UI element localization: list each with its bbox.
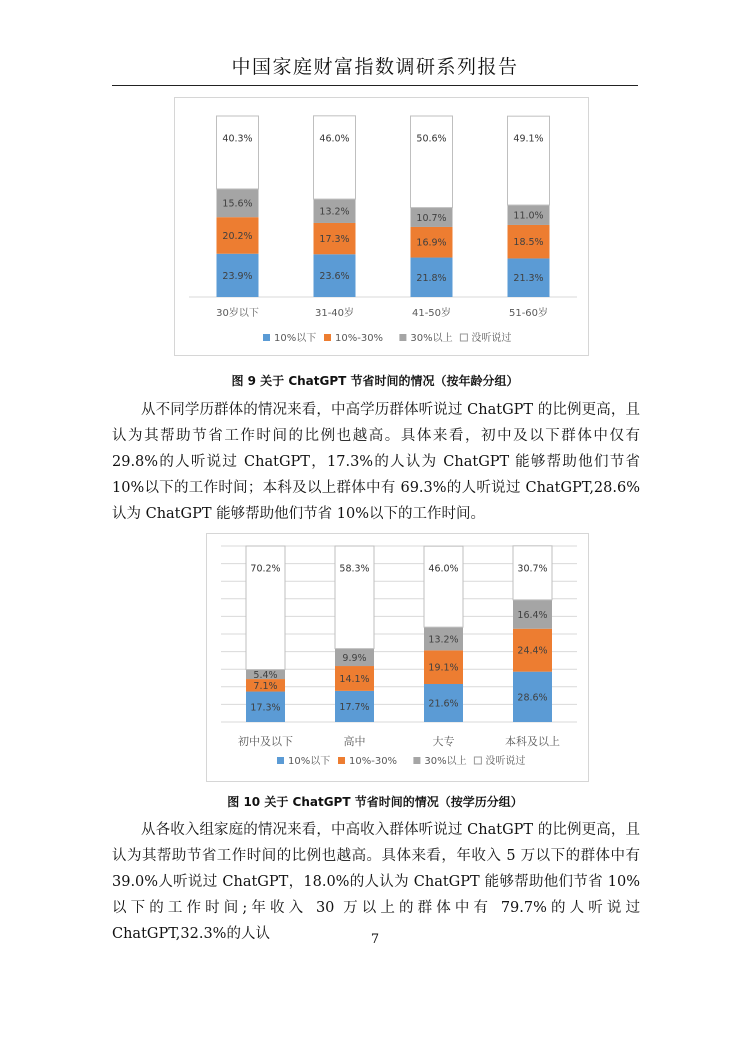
bar-segment-4 <box>314 116 356 199</box>
paragraph-income <box>112 817 640 947</box>
bar-segment-4 <box>424 546 463 627</box>
data-label: 46.0% <box>319 133 350 145</box>
data-label: 70.2% <box>250 563 281 575</box>
category-label: 41-50岁 <box>411 308 452 319</box>
category-label: 高中 <box>343 735 366 748</box>
data-label: 21.8% <box>416 272 447 284</box>
legend-label: 10%-30% <box>349 756 398 767</box>
bar-segment-4 <box>335 546 374 649</box>
data-label: 10.7% <box>416 212 447 224</box>
data-label: 17.3% <box>250 702 281 714</box>
data-label: 16.4% <box>517 609 548 621</box>
bar-segment-4 <box>508 116 550 205</box>
data-label: 18.5% <box>513 237 544 249</box>
legend-label: 10%以下 <box>288 756 331 767</box>
data-label: 50.6% <box>416 133 447 145</box>
data-label: 5.4% <box>253 669 278 681</box>
data-label: 40.3% <box>222 133 253 145</box>
page-number: 7 <box>370 932 380 947</box>
legend-swatch-3 <box>413 757 420 764</box>
bar-segment-4 <box>411 116 453 208</box>
data-label: 20.2% <box>222 230 253 242</box>
category-label: 初中及以下 <box>238 735 293 748</box>
legend-label: 10%-30% <box>335 333 384 344</box>
data-label: 23.9% <box>222 270 253 282</box>
category-label: 51-60岁 <box>508 308 549 319</box>
category-label: 本科及以上 <box>505 735 560 748</box>
paragraph-education <box>112 397 640 527</box>
category-label: 31-40岁 <box>314 308 355 319</box>
legend-swatch-3 <box>399 334 406 341</box>
data-label: 58.3% <box>339 563 370 575</box>
paragraph-education-text: 从不同学历群体的情况来看，中高学历群体听说过 ChatGPT 的比例更高，且认为其帮助节省工作时间的比例也越高。具体来看，初中及以下群体中仅有 29.8%的人听说过 ChatGPT，17.3%的人认为 ChatGPT 能够帮助他们节省 10%以下的工作时间；本科及以上群体中有 69.3%的人听说过 ChatGPT,28.6%认为 ChatGPT 能够帮助他们节省 10%以下的工作时间。 <box>112 402 640 522</box>
data-label: 28.6% <box>517 692 548 704</box>
figure-10-svg <box>207 534 588 781</box>
data-label: 7.1% <box>253 680 278 692</box>
legend-swatch-2 <box>338 757 345 764</box>
bar-segment-4 <box>217 116 259 189</box>
data-label: 49.1% <box>513 133 544 145</box>
legend-label: 30%以上 <box>410 333 453 344</box>
figure-9-svg <box>175 98 588 355</box>
figure-10-caption: 图 10 关于 ChatGPT 节省时间的情况（按学历分组） <box>227 795 523 809</box>
data-label: 46.0% <box>428 563 459 575</box>
legend-swatch-1 <box>277 757 284 764</box>
header-rule <box>112 85 638 86</box>
category-label: 大专 <box>432 735 455 748</box>
data-label: 15.6% <box>222 198 253 210</box>
data-label: 13.2% <box>428 634 459 646</box>
data-label: 16.9% <box>416 237 447 249</box>
data-label: 11.0% <box>513 210 544 222</box>
data-label: 9.9% <box>342 652 367 664</box>
figure-10-chart <box>206 533 589 782</box>
data-label: 21.3% <box>513 273 544 285</box>
data-label: 21.6% <box>428 698 459 710</box>
legend-swatch-1 <box>263 334 270 341</box>
figure-9-caption: 图 9 关于 ChatGPT 节省时间的情况（按年龄分组） <box>231 374 519 388</box>
legend-swatch-2 <box>324 334 331 341</box>
data-label: 17.7% <box>339 701 370 713</box>
legend-label: 没听说过 <box>485 756 526 767</box>
report-header-title: 中国家庭财富指数调研系列报告 <box>231 56 519 78</box>
data-label: 14.1% <box>339 673 370 685</box>
data-label: 17.3% <box>319 234 350 246</box>
data-label: 13.2% <box>319 206 350 218</box>
data-label: 23.6% <box>319 271 350 283</box>
data-label: 30.7% <box>517 563 548 575</box>
figure-9-chart <box>174 97 589 356</box>
legend-label: 30%以上 <box>424 756 467 767</box>
category-label: 30岁以下 <box>216 308 259 319</box>
legend-label: 10%以下 <box>274 333 317 344</box>
paragraph-income-text: 从各收入组家庭的情况来看，中高收入群体听说过 ChatGPT 的比例更高，且认为其帮助节省工作时间的比例也越高。具体来看，年收入 5 万以下的群体中有39.0%人听说过 ChatGPT，18.0%的人认为 ChatGPT 能够帮助他们节省 10%以下的工作时间;年收入 30 万以上的群体中有 79.7%的人听说过 ChatGPT,32.3%的人认 <box>112 822 640 942</box>
legend-label: 没听说过 <box>471 333 512 344</box>
data-label: 24.4% <box>517 645 548 657</box>
data-label: 19.1% <box>428 662 459 674</box>
legend-swatch-4 <box>460 334 467 341</box>
legend-swatch-4 <box>474 757 481 764</box>
